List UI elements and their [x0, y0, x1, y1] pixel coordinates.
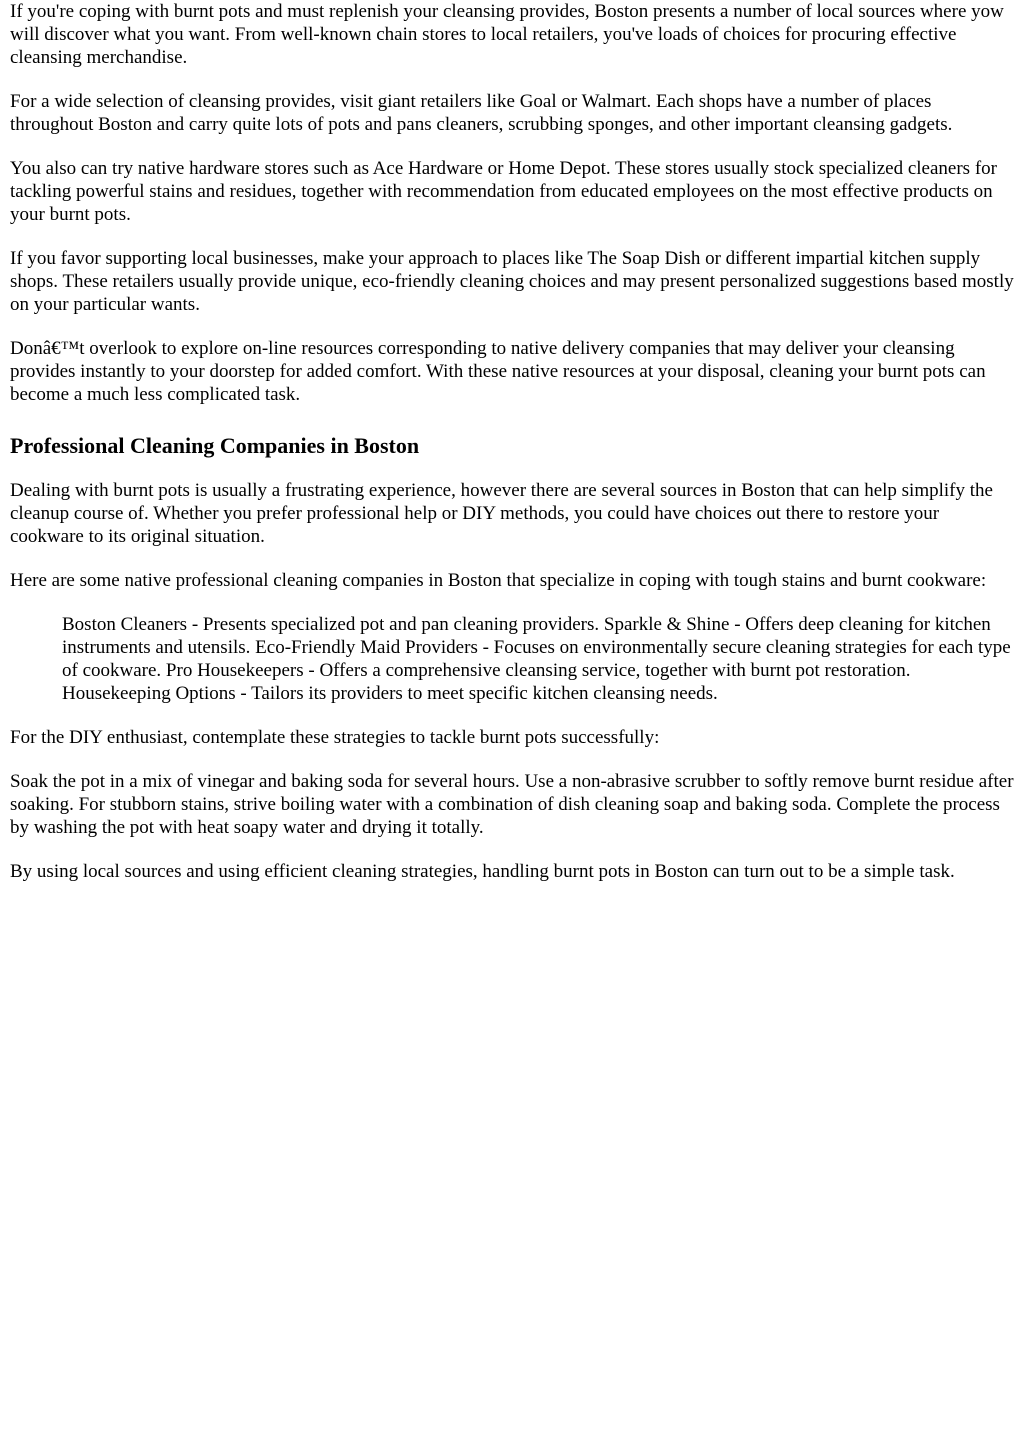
- section-paragraph-1: Dealing with burnt pots is usually a frustrating experience, however there are several sources in Boston that can help simplify the cleanup course of. Whether you prefer professional help or DIY methods, you could have choices out there to restore your cookware to its original situation.: [10, 480, 993, 547]
- intro-paragraph-1: If you're coping with burnt pots and must replenish your cleansing provides, Boston presents a number of local sources where yow will discover what you want. From well-known chain stores to local retailers, you've loads of choices for procuring effective cleansing merchandise.: [10, 1, 1004, 68]
- section-paragraph-2: Here are some native professional cleaning companies in Boston that specialize in coping with tough stains and burnt cookware:: [10, 570, 987, 591]
- closing-paragraph-3: By using local sources and using efficient cleaning strategies, handling burnt pots in Boston can turn out to be a simple task.: [10, 861, 955, 882]
- closing-paragraph-1: For the DIY enthusiast, contemplate these strategies to tackle burnt pots successfully:: [10, 727, 660, 748]
- services-blockquote: Boston Cleaners - Presents specialized pot and pan cleaning providers. Sparkle & Shine - Offers deep cleaning for kitchen instruments and utensils. Eco-Friendly Maid Providers - Focuses on environmentally secure cleaning strategies for each type of cookware. Pro Housekeepers - Offers a comprehensive cleansing service, together with burnt pot restoration. Housekeeping Options - Tailors its providers to meet specific kitchen cleansing needs.: [62, 614, 1011, 704]
- section-heading: Professional Cleaning Companies in Boston: [10, 433, 420, 458]
- intro-paragraph-2: For a wide selection of cleansing provides, visit giant retailers like Goal or Walmart. Each shops have a number of places throughout Boston and carry quite lots of pots and pans cleaners, scrubbing sponges, and other important cleansing gadgets.: [10, 91, 953, 135]
- closing-paragraph-2: Soak the pot in a mix of vinegar and baking soda for several hours. Use a non-abrasive scrubber to softly remove burnt residue after soaking. For stubborn stains, strive boiling water with a combination of dish cleaning soap and baking soda. Complete the process by washing the pot with heat soapy water and drying it totally.: [10, 771, 1014, 838]
- intro-paragraph-4: If you favor supporting local businesses, make your approach to places like The Soap Dish or different impartial kitchen supply shops. These retailers usually provide unique, eco-friendly cleaning choices and may present personalized suggestions based mostly on your particular wants.: [10, 248, 1014, 315]
- intro-paragraph-5: Donâ€™t overlook to explore on-line resources corresponding to native delivery companies that may deliver your cleansing provides instantly to your doorstep for added comfort. With these native resources at your disposal, cleaning your burnt pots can become a much less complicated task.: [10, 338, 986, 405]
- intro-paragraph-3: You also can try native hardware stores such as Ace Hardware or Home Depot. These stores usually stock specialized cleaners for tackling powerful stains and residues, together with recommendation from educated employees on the most effective products on your burnt pots.: [10, 158, 997, 225]
